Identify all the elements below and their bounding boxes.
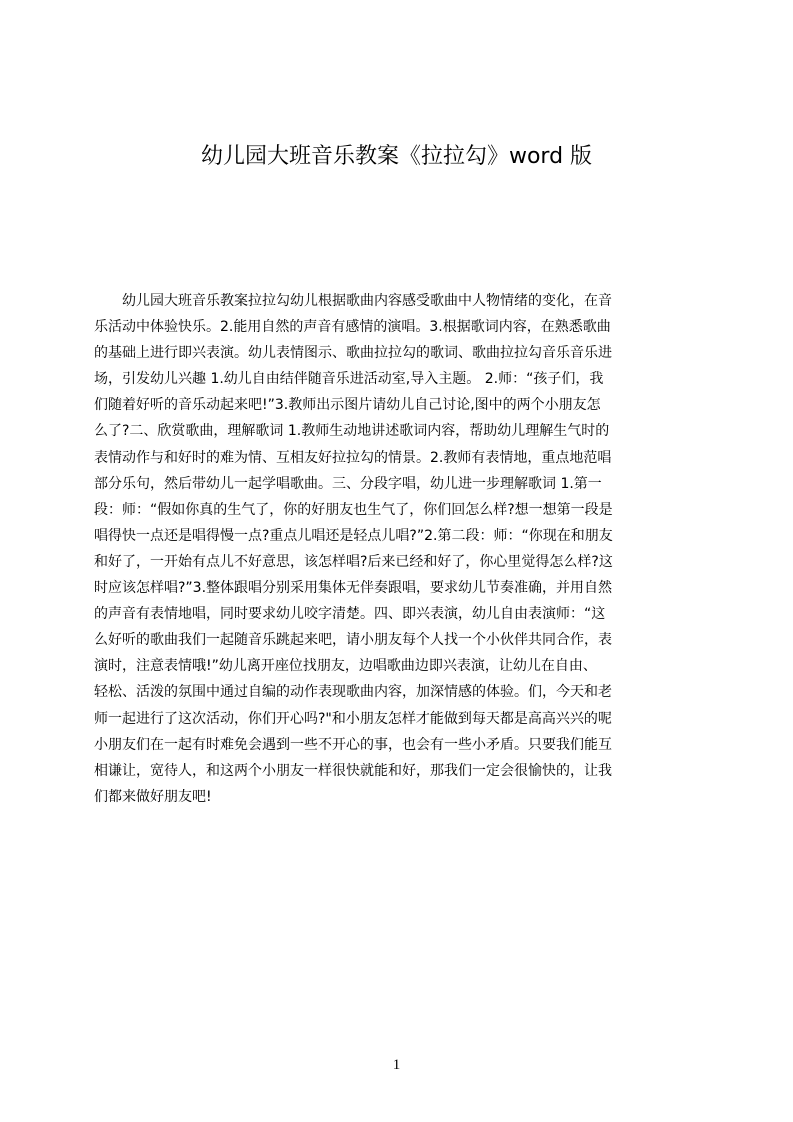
- text-line: 表情动作与和好时的难为情、互相友好拉拉勾的情景。2.教师有表情地，重点地范唱: [94, 449, 612, 466]
- text-line: 段：师：“假如你真的生气了，你的好朋友也生气了，你们回怎么样?想一想第一段是: [94, 501, 613, 518]
- page-number: 1: [392, 1057, 401, 1073]
- text-line: 幼儿园大班音乐教案拉拉勾幼儿根据歌曲内容感受歌曲中人物情绪的变化，在音: [122, 293, 612, 309]
- text-line: 轻松、活泼的氛围中通过自编的动作表现歌曲内容，加深情感的体验。们，今天和老: [94, 684, 612, 701]
- text-line: 们都来做好朋友吧!: [94, 788, 212, 805]
- text-line: 时应该怎样唱?”3.整体跟唱分别采用集体无伴奏跟唱，要求幼儿节奏准确，并用自然: [94, 580, 613, 597]
- text-line: 场，引发幼儿兴趣 1.幼儿自由结伴随音乐进活动室,导入主题。 2.师：“孩子们，我: [94, 371, 604, 388]
- text-line: 唱得快一点还是唱得慢一点?重点儿唱还是轻点儿唱?”2.第二段：师：“你现在和朋友: [94, 527, 613, 544]
- text-line: 们随着好听的音乐动起来吧!”3.教师出示图片请幼儿自己讨论,图中的两个小朋友怎: [94, 397, 601, 414]
- text-line: 部分乐句，然后带幼儿一起学唱歌曲。三、分段字唱，幼儿进一步理解歌词 1.第一: [94, 475, 602, 492]
- text-line: 相谦让，宽待人，和这两个小朋友一样很快就能和好，那我们一定会很愉快的，让我: [94, 762, 612, 779]
- text-line: 和好了，一开始有点儿不好意思，该怎样唱?后来已经和好了，你心里觉得怎么样?这: [94, 553, 613, 570]
- page-title: 幼儿园大班音乐教案《拉拉勾》word 版: [200, 144, 593, 169]
- text-line: 演时，注意表情哦!”幼儿离开座位找朋友，边唱歌曲边即兴表演，让幼儿在自由、: [94, 658, 597, 675]
- body-paragraph: [94, 288, 698, 810]
- text-line: 的声音有表情地唱，同时要求幼儿咬字清楚。四、即兴表演，幼儿自由表演师：“这: [94, 606, 606, 623]
- text-line: 师一起进行了这次活动，你们开心吗?"和小朋友怎样才能做到每天都是高高兴兴的呢: [94, 710, 612, 727]
- text-line: 么了?二、欣赏歌曲，理解歌词 1.教师生动地讲述歌词内容，帮助幼儿理解生气时的: [94, 423, 610, 440]
- text-line: 乐活动中体验快乐。2.能用自然的声音有感情的演唱。3.根据歌词内容，在熟悉歌曲: [94, 319, 611, 336]
- text-line: 么好听的歌曲我们一起随音乐跳起来吧，请小朋友每个人找一个小伙伴共同合作，表: [94, 632, 612, 649]
- text-line: 小朋友们在一起有时难免会遇到一些不开心的事，也会有一些小矛盾。只要我们能互: [94, 736, 612, 753]
- text-line: 的基础上进行即兴表演。幼儿表情图示、歌曲拉拉勾的歌词、歌曲拉拉勾音乐音乐进: [94, 345, 612, 362]
